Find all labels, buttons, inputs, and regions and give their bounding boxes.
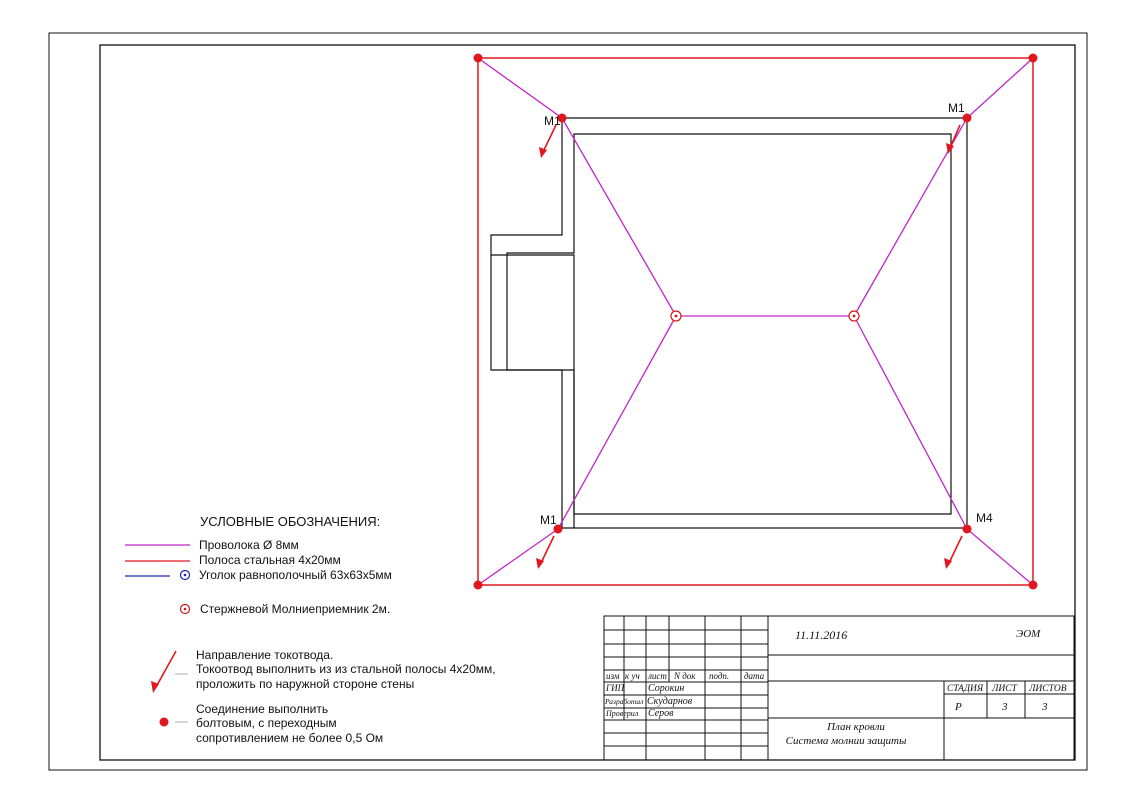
arrow-icon — [539, 125, 556, 158]
mast-label: M4 — [976, 511, 993, 525]
title-line1: План кровли — [827, 721, 885, 733]
joint-dot — [474, 54, 483, 63]
role-checker: Проверил — [606, 709, 639, 718]
rod-receiver-left — [671, 311, 681, 321]
header-list: лист — [648, 671, 667, 681]
wire-network — [478, 58, 1033, 585]
legend-joint-line2: болтовым, с переходным — [196, 716, 337, 730]
sheets-header: ЛИСТОВ — [1029, 684, 1067, 694]
sheets-value: 3 — [1042, 701, 1048, 713]
header-kuch: к уч — [625, 671, 640, 681]
rod-receiver-right — [849, 311, 859, 321]
building-outline — [491, 118, 967, 528]
direction-arrow-icon — [151, 651, 176, 693]
legend-direction-title: Направление токотвода. — [196, 648, 334, 662]
joint-dot — [1029, 54, 1038, 63]
stage-header: СТАДИЯ — [947, 684, 984, 694]
down-conductor-arrows — [536, 125, 962, 569]
joint-dot — [474, 581, 483, 590]
title-date: 11.11.2016 — [795, 628, 848, 642]
mast-label: M1 — [544, 114, 561, 128]
name-developer: Скударнов — [647, 696, 693, 707]
legend-joint-line3: сопротивлением не более 0,5 Ом — [196, 731, 384, 745]
legend-angle-label: Уголок равнополочный 63х63х5мм — [199, 568, 392, 582]
joint-dot — [963, 525, 972, 534]
arrow-icon — [536, 536, 554, 569]
legend-direction-line2: проложить по наружной стороне стены — [196, 677, 415, 691]
legend-joint-line1: Соединение выполнить — [196, 702, 329, 716]
role-gip: ГИП — [606, 683, 625, 693]
header-izm: изм — [606, 671, 620, 681]
joint-dot — [1029, 581, 1038, 590]
legend-title: УСЛОВНЫЕ ОБОЗНАЧЕНИЯ: — [200, 514, 381, 529]
arrow-icon — [946, 125, 960, 154]
title-block — [604, 616, 1074, 760]
title-line2: Система молнии защиты — [785, 735, 907, 747]
legend-rod-label: Стержневой Молниеприемник 2м. — [200, 602, 391, 616]
role-developer: Разработал — [605, 697, 644, 706]
legend-direction-line1: Токоотвод выполнить из из стальной полосы 4х20мм, — [196, 662, 496, 676]
name-gip: Сорокин — [648, 683, 685, 694]
sheet-value: 3 — [1002, 701, 1008, 713]
legend-wire-label: Проволока Ø 8мм — [199, 538, 299, 552]
arrow-icon — [944, 536, 962, 569]
legend — [125, 514, 496, 745]
header-podp: подп. — [709, 671, 730, 681]
sheet-header: ЛИСТ — [992, 684, 1017, 694]
header-ndok: N док — [674, 671, 696, 681]
header-data: дата — [744, 671, 765, 681]
steel-strip-perimeter — [478, 58, 1033, 585]
name-checker: Серов — [648, 708, 674, 719]
legend-strip-label: Полоса стальная 4х20мм — [199, 553, 341, 567]
mast-label: M1 — [540, 513, 557, 527]
stage-value: Р — [955, 701, 962, 713]
title-code: ЭОМ — [1016, 628, 1041, 640]
mast-label: M1 — [948, 101, 965, 115]
joint-dot-icon — [160, 718, 169, 727]
